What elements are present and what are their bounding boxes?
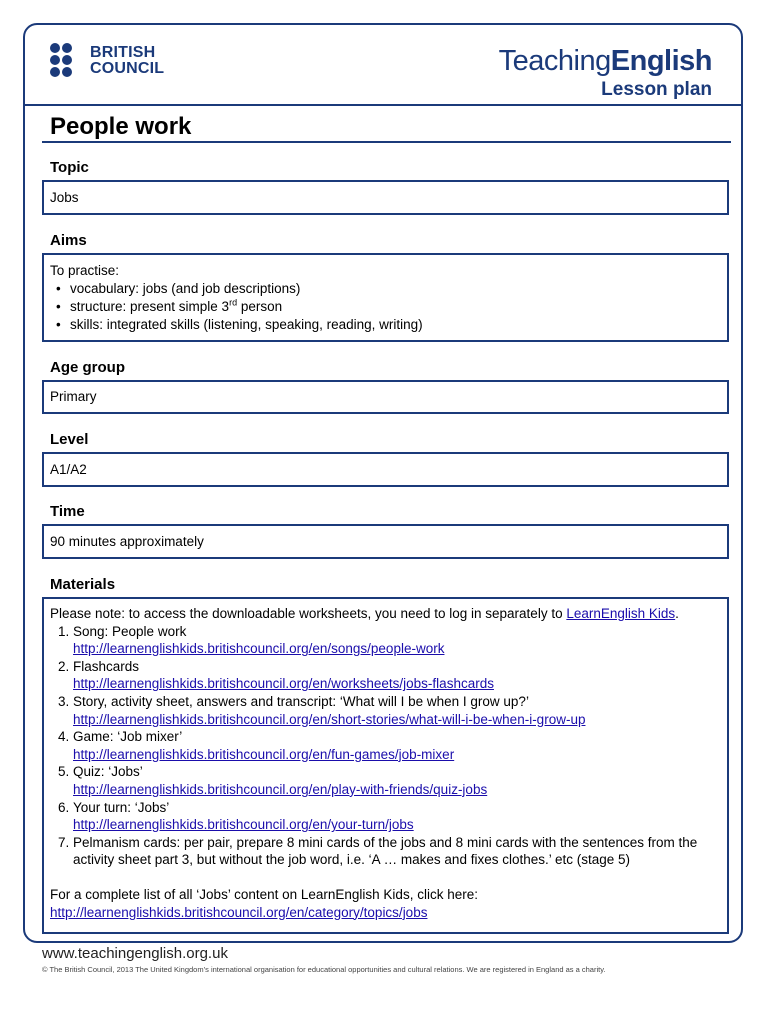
material-item: 1. Song: People work http://learnenglishkids.britishcouncil.org/en/songs/people-work: [73, 623, 721, 658]
lesson-plan-subtitle: Lesson plan: [601, 79, 712, 100]
teaching-english-header: [499, 44, 712, 101]
material-link[interactable]: http://learnenglishkids.britishcouncil.org/en/songs/people-work: [73, 641, 445, 657]
te-bold: English: [610, 45, 712, 77]
level-label: Level: [50, 431, 89, 448]
material-item: 7. Pelmanism cards: per pair, prepare 8 mini cards of the jobs and 8 mini cards with the sentences from the activity sheet part 3, but without the job word, i.e. ‘A … makes and fixes clothes.’ etc (stage 5): [73, 834, 721, 869]
aims-list: [50, 280, 721, 334]
footer-url[interactable]: www.teachingenglish.org.uk: [42, 945, 228, 962]
material-item: 2. Flashcards http://learnenglishkids.britishcouncil.org/en/worksheets/jobs-flashcards: [73, 658, 721, 693]
material-link[interactable]: http://learnenglishkids.britishcouncil.org/en/your-turn/jobs: [73, 817, 414, 833]
age-group-value: Primary: [50, 389, 97, 404]
title-divider: [42, 141, 731, 143]
brand-line-1: BRITISH: [90, 43, 156, 61]
logo-dots-icon: [50, 43, 85, 78]
materials-label: Materials: [50, 576, 116, 593]
material-link[interactable]: http://learnenglishkids.britishcouncil.org/en/fun-games/job-mixer: [73, 746, 455, 762]
aims-item: • vocabulary: jobs (and job descriptions): [70, 280, 721, 298]
materials-box: [42, 597, 729, 934]
topic-value: Jobs: [50, 190, 79, 205]
materials-list: [50, 623, 721, 869]
level-value: A1/A2: [50, 462, 87, 477]
time-box: [42, 524, 729, 559]
material-item: 5. Quiz: ‘Jobs’ http://learnenglishkids.britishcouncil.org/en/play-with-friends/quiz-jobs: [73, 763, 721, 798]
material-item: 6. Your turn: ‘Jobs’ http://learnenglishkids.britishcouncil.org/en/your-turn/jobs: [73, 799, 721, 834]
material-link[interactable]: http://learnenglishkids.britishcouncil.org/en/short-stories/what-will-i-be-when-i-grow-up: [73, 711, 586, 727]
topic-box: [42, 180, 729, 215]
aims-item: • skills: integrated skills (listening, speaking, reading, writing): [70, 316, 721, 334]
complete-list-link[interactable]: http://learnenglishkids.britishcouncil.org/en/category/topics/jobs: [50, 904, 428, 920]
aims-box: [42, 253, 729, 342]
age-group-label: Age group: [50, 359, 125, 376]
aims-label: Aims: [50, 232, 87, 249]
aims-intro: To practise:: [50, 263, 120, 278]
aims-item: • structure: present simple 3rd person: [70, 298, 721, 316]
british-council-logo: [50, 43, 164, 78]
header-divider: [25, 104, 741, 106]
learnenglish-kids-link[interactable]: LearnEnglish Kids: [566, 606, 676, 621]
material-link[interactable]: http://learnenglishkids.britishcouncil.org/en/play-with-friends/quiz-jobs: [73, 781, 488, 797]
time-label: Time: [50, 503, 85, 520]
material-item: 3. Story, activity sheet, answers and transcript: ‘What will I be when I grow up?’ http://learnenglishkids.britishcouncil.org/en/short-stories/what-will-i-be-when-i-grow-up: [73, 693, 721, 728]
materials-note: Please note: to access the downloadable worksheets, you need to log in separately to LearnEnglish Kids.: [50, 606, 679, 621]
page-title: People work: [50, 113, 192, 140]
brand-line-2: COUNCIL: [90, 59, 165, 77]
footer-copyright: © The British Council, 2013 The United Kingdom’s international organisation for educational opportunities and cultural relations. We are registered in England as a charity.: [42, 965, 606, 974]
te-light: Teaching: [498, 45, 611, 77]
material-link[interactable]: http://learnenglishkids.britishcouncil.org/en/worksheets/jobs-flashcards: [73, 676, 494, 692]
material-item: 4. Game: ‘Job mixer’ http://learnenglishkids.britishcouncil.org/en/fun-games/job-mixer: [73, 728, 721, 763]
complete-list-text: For a complete list of all ‘Jobs’ content on LearnEnglish Kids, click here:: [50, 886, 478, 902]
level-box: [42, 452, 729, 487]
age-group-box: [42, 380, 729, 414]
time-value: 90 minutes approximately: [50, 534, 204, 549]
topic-label: Topic: [50, 159, 89, 176]
